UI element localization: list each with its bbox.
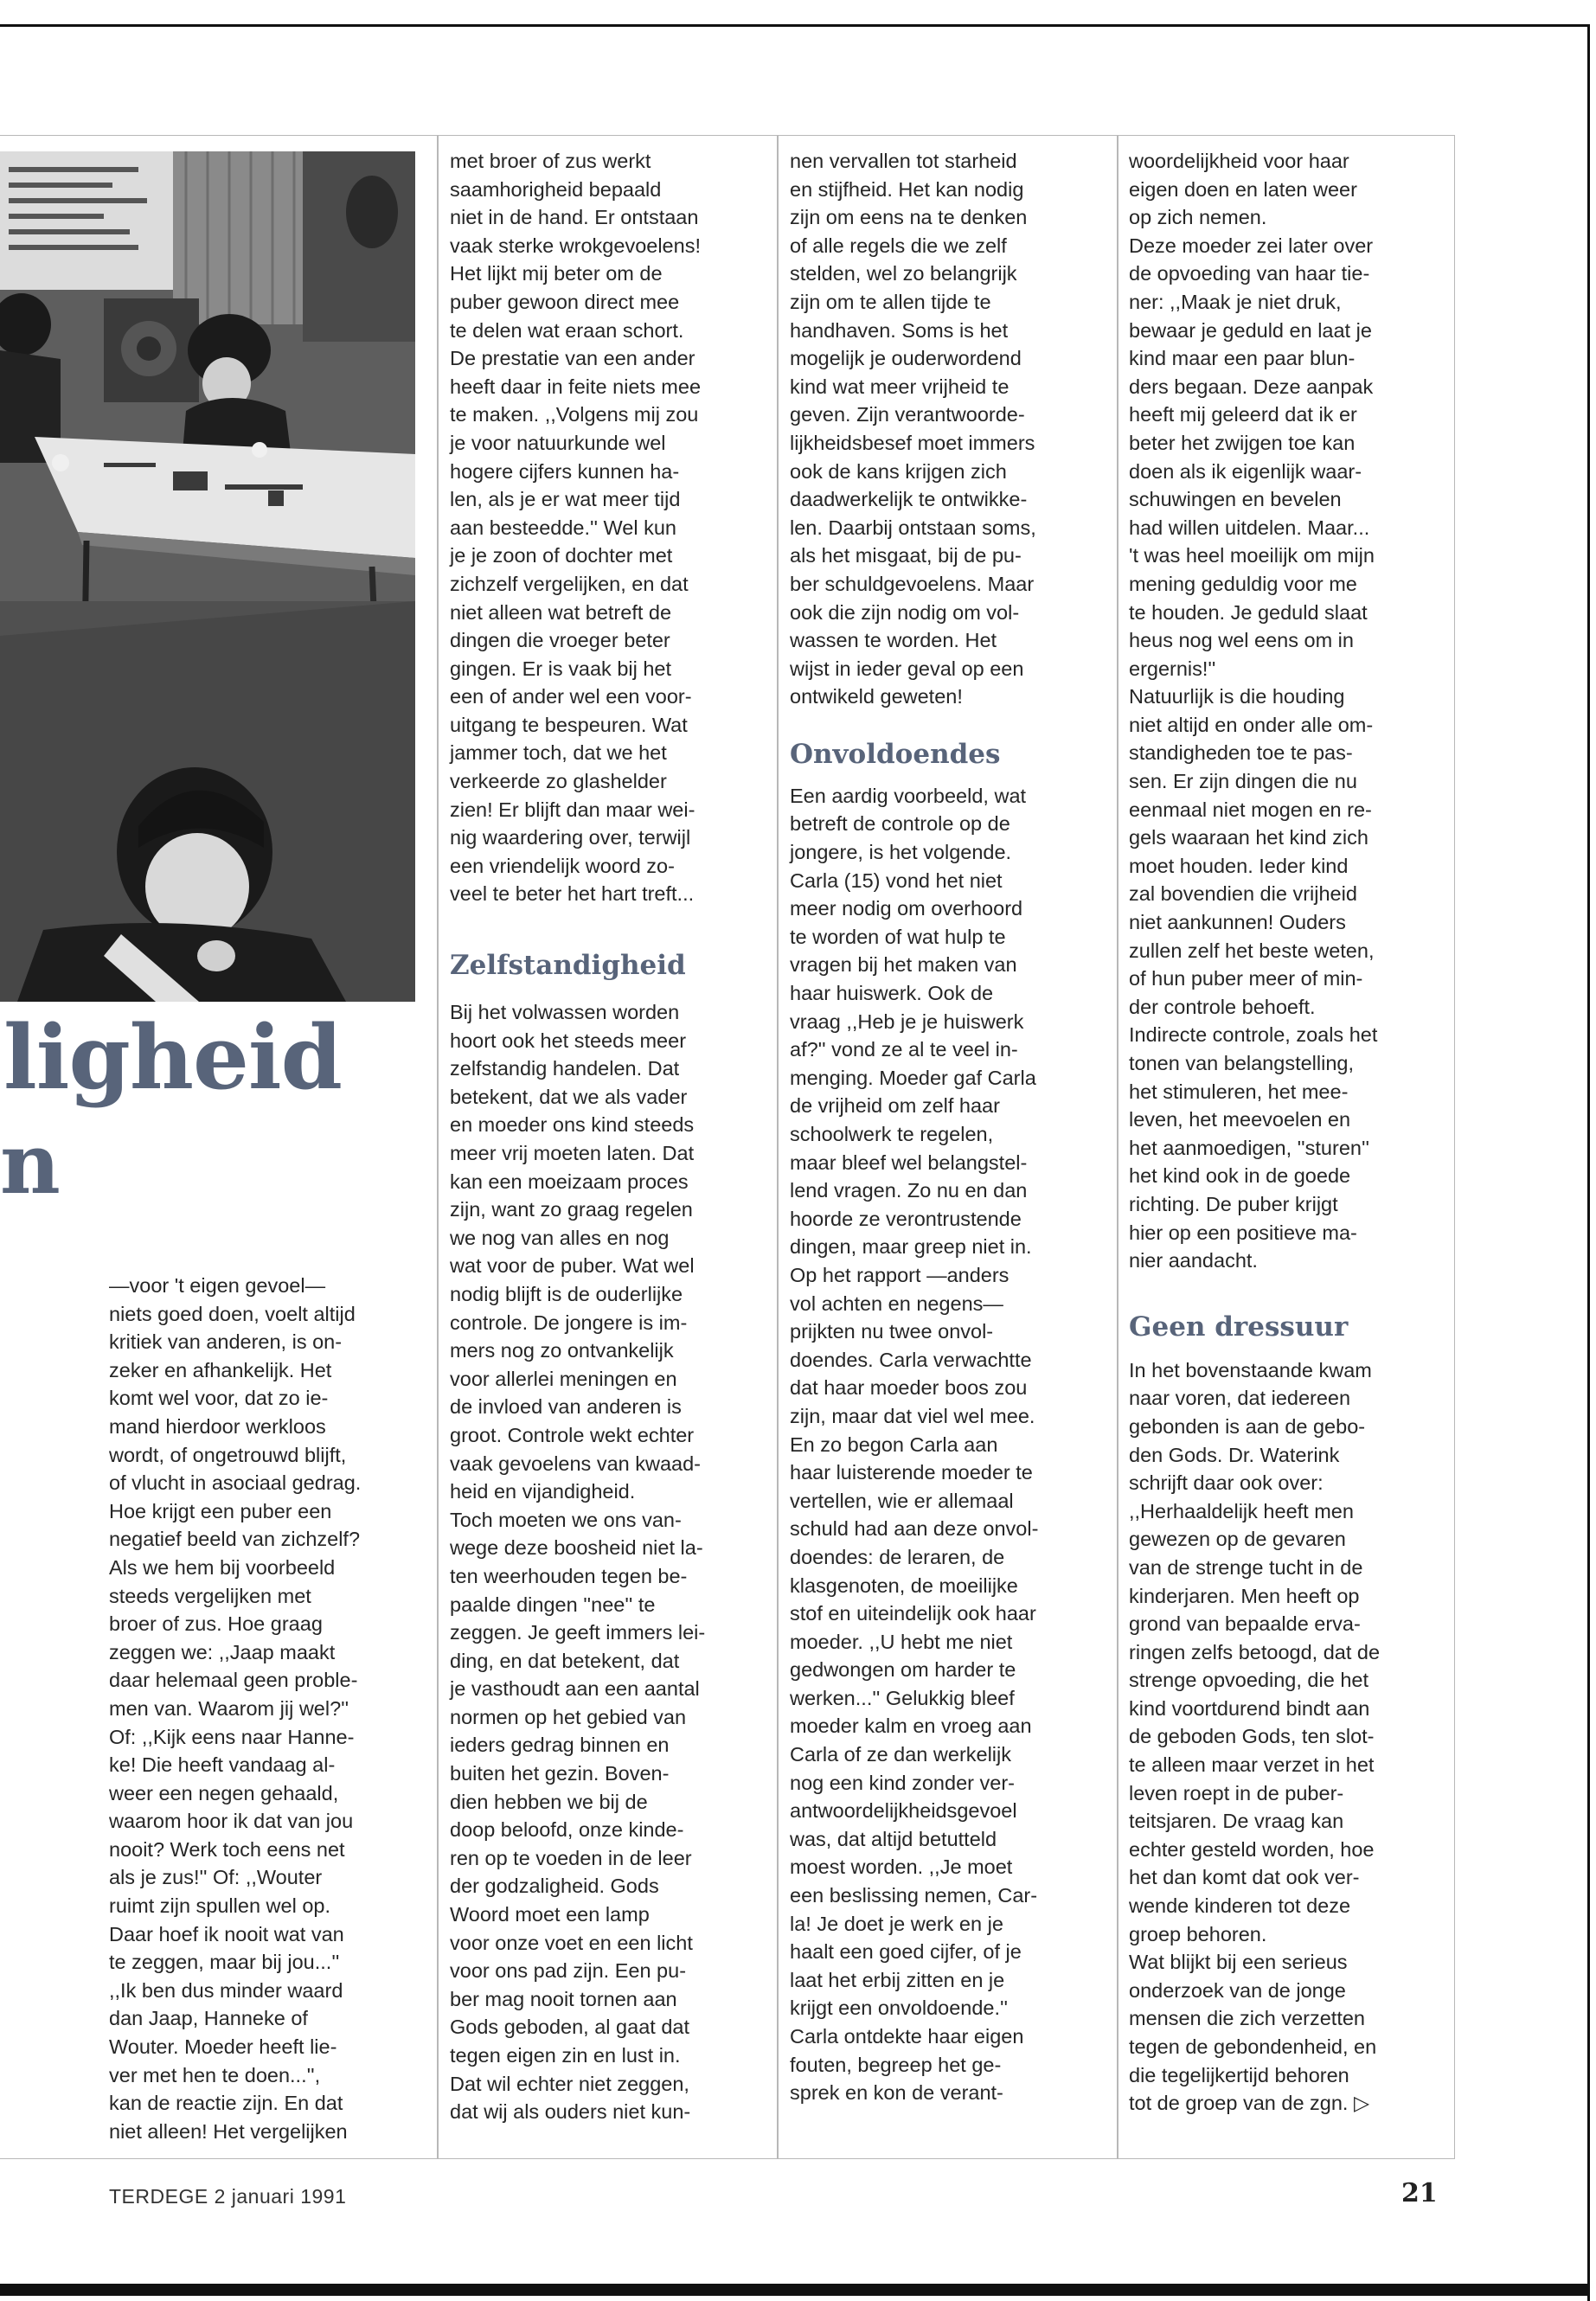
headline-line-2: n — [0, 1115, 61, 1213]
subheading-onvoldoendes: Onvoldoendes — [790, 738, 1001, 770]
paragraph: woordelijkheid voor haar eigen doen en laten weer op zich nemen. Deze moeder zei later over de opvoeding van haar tie- ner: ,,Maak je niet druk, bewaar je geduld en laat je kind maar een paar blun- ders begaan. Deze aanpak heeft mij geleerd dat ik er beter het zwijgen toe kan doen als ik eigenlijk waar- schuwingen en bevelen had willen uitdelen. Maar... 't was heel moeilijk om mijn mening geduldig voor me te houden. Je geduld slaat heus nog wel eens om in ergernis!'' Natuurlijk is die houding niet altijd en onder alle om- standigheden toe te pas- sen. Er zijn dingen die nu eenmaal niet mogen en re- gels waaraan het kind zich moet houden. Ieder kind zal bovendien die vrijheid niet aankunnen! Ouders zullen zelf het beste weten, of hun puber meer of min- der controle behoeft. Indirecte controle, zoals het tonen van belangstelling, het stimuleren, het mee- leven, het meevoelen en het aanmoedigen, ''sturen'' het kind ook in de goede richting. De puber krijgt hier op een positieve ma- nier aandacht. — [1129, 150, 1378, 1272]
article-column-1 — [109, 1272, 412, 2145]
paragraph: met broer of zus werkt saamhorigheid bepaald niet in de hand. Er ontstaan vaak sterke wrokgevoelens! Het lijkt mij beter om de puber gewoon direct mee te delen wat eraan schort. De prestatie van een ander heeft daar in feite niets mee te maken. ,,Volgens mij zou je voor natuurkunde wel hogere cijfers kunnen ha- len, als je er wat meer tijd aan besteedde.'' Wel kun je je zoon of dochter met zichzelf vergelijken, en dat niet alleen wat betreft de dingen die vroeger beter gingen. Er is vaak bij het een of ander wel een voor- uitgang te bespeuren. Wat jammer toch, dat we het verkeerde zo glashelder zien! Er blijft dan maar wei- nig waardering over, terwijl een vriendelijk woord zo- veel te beter het hart treft... — [450, 150, 702, 906]
subheading-zelfstandigheid: Zelfstandigheid — [450, 950, 686, 982]
publication-footer: TERDEGE 2 januari 1991 — [109, 2185, 347, 2208]
photo-illustration — [0, 151, 415, 1002]
top-border-rule — [0, 24, 1590, 27]
article-column-4 — [1129, 147, 1440, 2118]
article-column-2 — [450, 147, 761, 2126]
paragraph: —voor 't eigen gevoel— niets goed doen, voelt altijd kritiek van anderen, is on- zeker en afhankelijk. Het komt wel voor, dat zo ie- mand hierdoor werkloos wordt, of ongetrouwd blijft, of vlucht in asociaal gedrag. Hoe krijgt een puber een negatief beeld van zichzelf? Als we hem bij voorbeeld steeds vergelijken met broer of zus. Hoe graag zeggen we: ,,Jaap maakt daar helemaal geen proble- men van. Waarom jij wel?'' Of: ,,Kijk eens naar Hanne- ke! Die heeft vandaag al- weer een negen gehaald, waarom hoor ik dat van jou nooit? Werk toch eens net als je zus!'' Of: ,,Wouter ruimt zijn spullen wel op. Daar hoef ik nooit wat van te zeggen, maar bij jou...'' ,,Ik ben dus minder waard dan Jaap, Hanneke of Wouter. Moeder heeft lie- ver met hen te doen...'', kan de reactie zijn. En dat niet alleen! Het vergelijken — [109, 1274, 362, 2143]
right-border-rule — [1587, 24, 1590, 2301]
article-column-3 — [790, 147, 1101, 2107]
subheading-geen-dressuur: Geen dressuur — [1129, 1311, 1349, 1343]
paragraph: nen vervallen tot starheid en stijfheid. Het kan nodig zijn om eens na te denken of alle regels die we zelf stelden, wel zo belangrijk zijn om te allen tijde te handhaven. Soms is het mogelijk je ouderwordend kind wat meer vrijheid te geven. Zijn verantwoorde- lijkheidsbesef moet immers ook de kans krijgen zich daadwerkelijk te ontwikke- len. Daarbij ontstaan soms, als het misgaat, bij de pu- ber schuldgevoelens. Maar ook die zijn nodig om vol- wassen te worden. Het wijst in ieder geval op een ontwikeld geweten! — [790, 150, 1036, 708]
article-photo — [0, 151, 415, 1002]
page-number: 21 — [1401, 2178, 1438, 2208]
headline-line-1: ligheid — [3, 1006, 342, 1110]
paragraph: Een aardig voorbeeld, wat betreft de controle op de jongere, is het volgende. Carla (15) vond het niet meer nodig om overhoord te worden of wat hulp te vragen bij het maken van haar huiswerk. Ook de vraag ,,Heb je je huiswerk af?'' vond ze al te veel in- menging. Moeder gaf Carla de vrijheid om zelf haar schoolwerk te regelen, maar bleef wel belangstel- lend vragen. Zo nu en dan hoorde ze verontrustende dingen, maar greep niet in. Op het rapport —anders vol achten en negens— prijkten nu twee onvol- doendes. Carla verwachtte dat haar moeder boos zou zijn, maar dat viel wel mee. En zo begon Carla aan haar luisterende moeder te vertellen, wie er allemaal schuld had aan deze onvol- doendes: de leraren, de klasgenoten, de moeilijke stof en uiteindelijk ook haar moeder. ,,U hebt me niet gedwongen om harder te werken...'' Gelukkig bleef moeder kalm en vroeg aan Carla of ze dan werkelijk nog een kind zonder ver- antwoordelijkheidsgevoel was, dat altijd betutteld moest worden. ,,Je moet een beslissing nemen, Car- la! Je doet je werk en je haalt een goed cijfer, of je laat het erbij zitten en je krijgt een onvoldoende.'' Carla ontdekte haar eigen fouten, begreep het ge- sprek en kon de verant- — [790, 784, 1039, 2105]
column-divider — [777, 135, 779, 2159]
column-divider — [1117, 135, 1118, 2159]
paragraph: Bij het volwassen worden hoort ook het steeds meer zelfstandig handelen. Dat betekent, dat we als vader en moeder ons kind steeds meer vrij moeten laten. Dat kan een moeizaam proces zijn, want zo graag regelen we nog van alles en nog wat voor de puber. Wat wel nodig blijft is de ouderlijke controle. De jongere is im- mers nog zo ontvankelijk voor allerlei meningen en de invloed van anderen is groot. Controle wekt echter vaak gevoelens van kwaad- heid en vijandigheid. Toch moeten we ons van- wege deze boosheid niet la- ten weerhouden tegen be- paalde dingen ''nee'' te zeggen. Je geeft immers lei- ding, en dat betekent, dat je vasthoudt aan een aantal normen op het gebied van ieders gedrag binnen en buiten het gezin. Boven- dien hebben we bij de doop beloofd, onze kinde- ren op te voeden in de leer der godzaligheid. Gods Woord moet een lamp voor onze voet en een licht voor ons pad zijn. Een pu- ber mag nooit tornen aan Gods geboden, al gaat dat tegen eigen zin en lust in. Dat wil echter niet zeggen, dat wij als ouders niet kun- — [450, 1001, 706, 2124]
paragraph: In het bovenstaande kwam naar voren, dat iedereen gebonden is aan de gebo- den Gods. Dr. Waterink schrijft daar ook over: ,,Herhaaldelijk heeft men gewezen op de gevaren van de strenge tucht in de kinderjaren. Men heeft op grond van bepaalde erva- ringen zelfs betoogd, dat de strenge opvoeding, die het kind voortdurend bindt aan de geboden Gods, ten slot- te alleen maar verzet in het leven roept in de puber- teitsjaren. De vraag kan echter gesteld worden, hoe het dan komt dat ook ver- wende kinderen tot deze groep behoren. Wat blijkt bij een serieus onderzoek van de jonge mensen die zich verzetten tegen de gebondenheid, en die tegelijkertijd behoren tot de groep van de zgn. ▷ — [1129, 1358, 1381, 2115]
bottom-border-rule — [0, 2284, 1587, 2296]
column-divider — [437, 135, 439, 2159]
